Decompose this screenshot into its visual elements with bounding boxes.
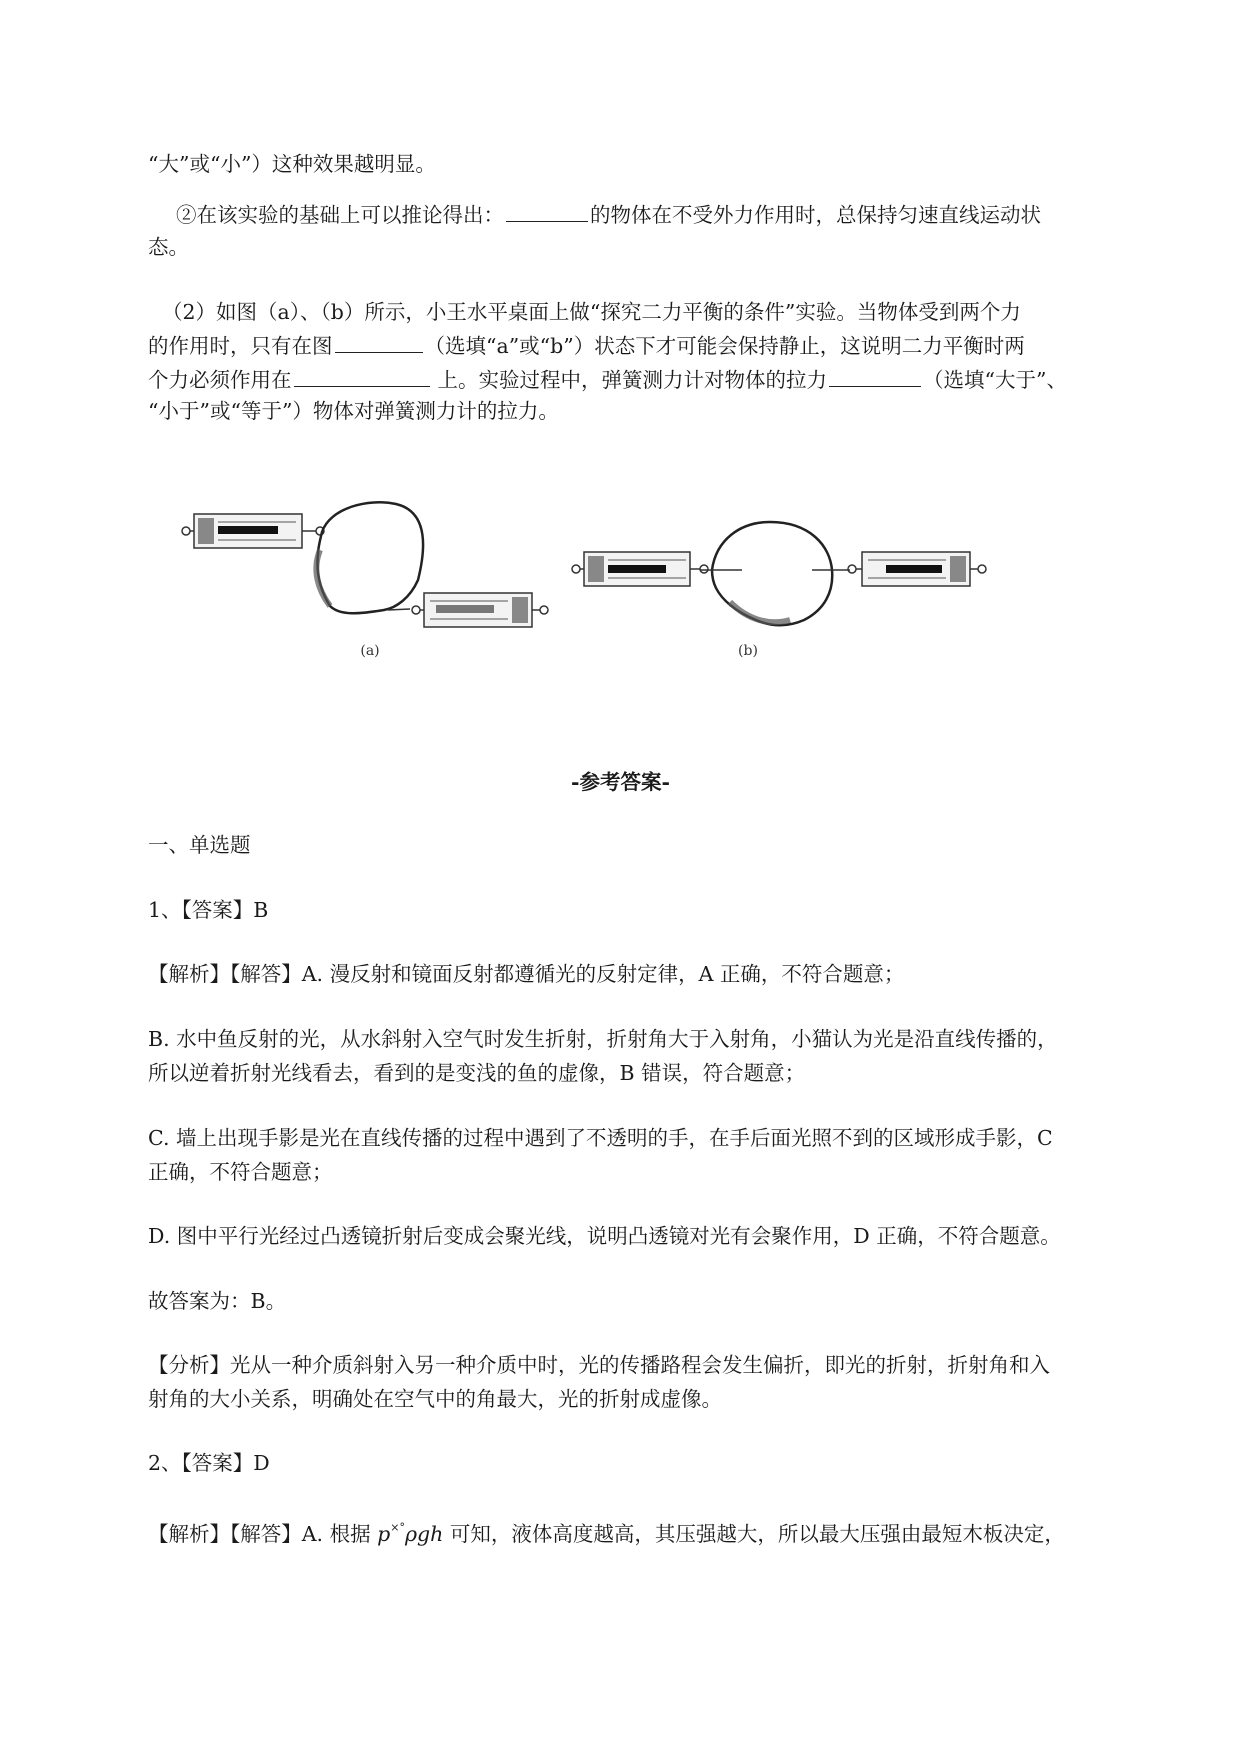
string-loop-a xyxy=(318,502,424,613)
answer-blank-1[interactable] xyxy=(506,199,588,222)
spring-scale-a-right xyxy=(412,593,548,627)
experiment-figure xyxy=(0,460,1241,660)
q1-analysis-c-line1: C. 墙上出现手影是光在直线传播的过程中遇到了不透明的手，在手后面光照不到的区域形成手影，C xyxy=(148,1126,1053,1150)
question-line-5: 的作用时，只有在图 （选填“a”或“b”）状态下才可能会保持静止，这说明二力平衡时两 xyxy=(148,330,1025,360)
question-line-7: “小于”或“等于”）物体对弹簧测力计的拉力。 xyxy=(148,399,559,423)
answer-blank-2[interactable] xyxy=(335,330,423,353)
q1-analysis-d: D. 图中平行光经过凸透镜折射后变成会聚光线，说明凸透镜对光有会聚作用，D 正确，不符合题意。 xyxy=(148,1224,1061,1248)
q1-answer-head: 1、【答案】B xyxy=(148,898,269,922)
question-line-6: 个力必须作用在 上。实验过程中，弹簧测力计对物体的拉力 （选填“大于”、 xyxy=(148,364,1067,394)
question-line-4: （2）如图（a）、（b）所示，小王水平桌面上做“探究二力平衡的条件”实验。当物体受到两个力 xyxy=(162,300,1021,324)
spring-scale-a-left xyxy=(182,514,324,548)
q2-answer-head: 2、【答案】D xyxy=(148,1451,270,1475)
answer-blank-4[interactable] xyxy=(829,364,921,387)
question-line-2: ②在该实验的基础上可以推论得出： 的物体在不受外力作用时，总保持匀速直线运动状 xyxy=(176,199,1041,229)
q1-conclusion: 故答案为：B。 xyxy=(148,1289,287,1313)
spring-scale-b-right xyxy=(848,552,986,586)
answer-blank-3[interactable] xyxy=(294,364,430,387)
spring-scale-b-left xyxy=(572,552,708,586)
figure-label-a: (a) xyxy=(360,643,380,659)
q1-comment-line1: 【分析】光从一种介质斜射入另一种介质中时，光的传播路程会发生偏折，即光的折射，折射角和入 xyxy=(148,1353,1050,1377)
question-line-1: “大”或“小”）这种效果越明显。 xyxy=(148,152,436,176)
q1-analysis-b-line1: B. 水中鱼反射的光，从水斜射入空气时发生折射，折射角大于入射角，小猫认为光是沿直线传播的， xyxy=(148,1027,1058,1051)
q1-analysis-b-line2: 所以逆着折射光线看去，看到的是变浅的鱼的虚像，B 错误，符合题意； xyxy=(148,1061,806,1085)
pressure-formula: p×°ρgh xyxy=(377,1521,444,1546)
q1-analysis-a: 【解析】【解答】A. 漫反射和镜面反射都遵循光的反射定律，A 正确，不符合题意； xyxy=(148,962,905,986)
q1-comment-line2: 射角的大小关系，明确处在空气中的角最大，光的折射成虚像。 xyxy=(148,1387,722,1411)
q1-analysis-c-line2: 正确，不符合题意； xyxy=(148,1160,333,1184)
question-line-3: 态。 xyxy=(148,235,189,259)
answers-title: -参考答案- xyxy=(570,770,671,794)
q2-analysis-a: 【解析】【解答】A. 根据 p×°ρgh 可知，液体高度越高，其压强越大，所以最大压强由最短木板决定， xyxy=(148,1521,1065,1546)
figure-label-b: (b) xyxy=(738,643,758,659)
section-heading: 一、单选题 xyxy=(148,833,251,857)
string-loop-b xyxy=(712,522,832,625)
